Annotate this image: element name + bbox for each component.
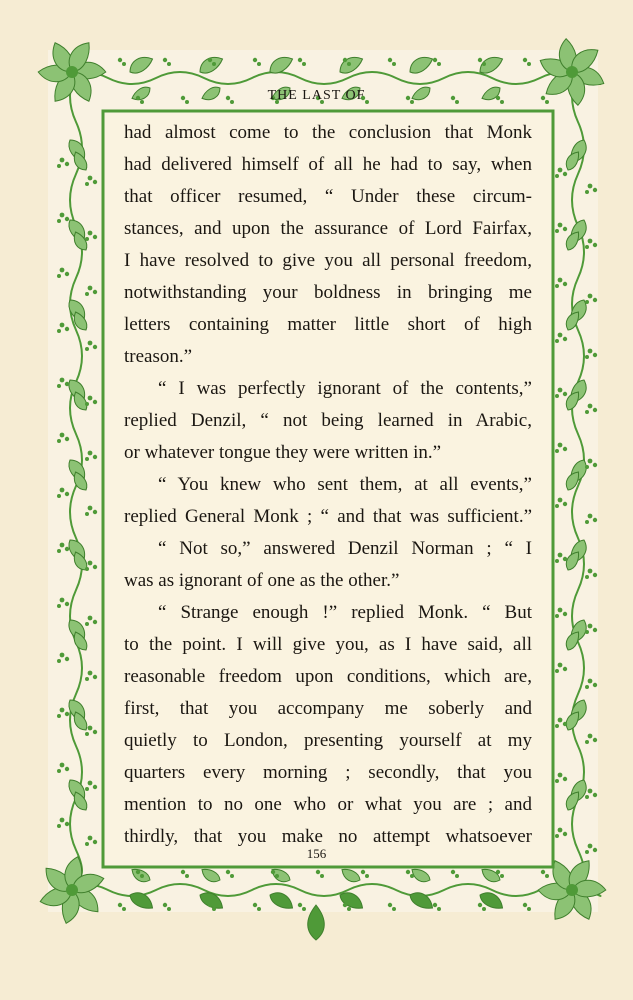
- text-line: “ You knew who sent them, at all events,”: [158, 474, 532, 495]
- text-line: mention to no one who or what you are ; and: [124, 794, 532, 815]
- text-line: that officer resumed, “ Under these circum-: [124, 186, 532, 207]
- text-line: “ Not so,” answered Denzil Norman ; “ I: [158, 538, 532, 559]
- page-number: 156: [306, 846, 327, 861]
- text-line: was as ignorant of one as the other.”: [124, 570, 400, 591]
- text-line: letters containing matter little short of high: [124, 314, 532, 335]
- text-line: thirdly, that you make no attempt whatsoever: [124, 826, 532, 847]
- text-line: replied General Monk ; “ and that was sufficient.”: [124, 506, 532, 527]
- text-line: I have resolved to give you all personal freedom,: [124, 250, 532, 271]
- text-line: or whatever tongue they were written in.”: [124, 442, 442, 463]
- body-text: [124, 117, 532, 853]
- text-line: to the point. I will give you, as I have said, all: [124, 634, 532, 655]
- text-line: treason.”: [124, 346, 193, 367]
- text-line: reasonable freedom upon conditions, which are,: [124, 666, 532, 687]
- text-line: “ I was perfectly ignorant of the contents,”: [158, 378, 532, 399]
- text-line: had delivered himself of all he had to say, when: [124, 154, 532, 175]
- text-line: had almost come to the conclusion that Monk: [124, 122, 532, 143]
- text-line: stances, and upon the assurance of Lord Fairfax,: [124, 218, 532, 239]
- running-head: THE LAST OF: [267, 88, 366, 103]
- text-line: first, that you accompany me soberly and: [124, 698, 532, 719]
- text-line: quietly to London, presenting yourself at my: [124, 730, 532, 751]
- text-line: “ Strange enough !” replied Monk. “ But: [158, 602, 532, 623]
- text-line: replied Denzil, “ not being learned in Arabic,: [124, 410, 532, 431]
- text-line: quarters every morning ; secondly, that you: [124, 762, 532, 783]
- text-line: notwithstanding your boldness in bringing me: [124, 282, 532, 303]
